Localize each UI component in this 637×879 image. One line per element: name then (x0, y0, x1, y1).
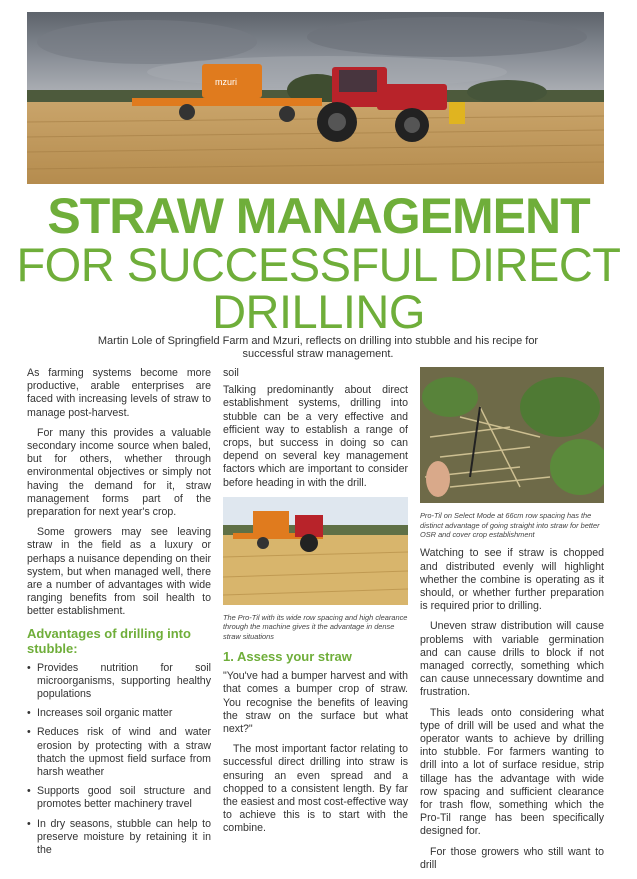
column-3 (420, 367, 604, 879)
paragraph: "You've had a bumper harvest and with that comes a bumper crop of straw. You recognise the benefits of leaving the straw on the surface but what next?" (223, 670, 408, 736)
straw-photo-illustration (420, 367, 604, 503)
drill-photo-illustration (223, 497, 408, 605)
section-heading: Advantages of drilling into stubble: (27, 625, 191, 656)
paragraph: This leads onto considering what type of drill will be used and what the operator wants to achieve by drilling into stubble. For farmers wanting to drill into a lot of surface residue, strip tillage has the advantage with wide row spacing and sufficient clearance for trash flow, something which the Pro-Til range has been specifically designed for. (420, 706, 604, 838)
hero-illustration (27, 12, 604, 184)
paragraph: For those growers who still want to drill (420, 845, 604, 871)
column-1 (27, 367, 211, 863)
paragraph: Watching to see if straw is chopped and distributed evenly will highlight whether the combine is operating as it should, or whether further preparation is required prior to drilling. (420, 547, 604, 613)
list-item: • Increases soil organic matter (27, 707, 211, 720)
paragraph: Some growers may see leaving straw in the field as a luxury or perhaps a nuisance depending on their system, but when managed well, there are a number of advantages with wide ranging benefits from soil health to better establishment. (27, 526, 211, 618)
brand-text: mzuri (215, 77, 237, 87)
list-item: • Supports good soil structure and promotes better machinery travel (27, 785, 211, 811)
list-item: • Provides nutrition for soil microorganisms, supporting healthy populations (27, 662, 211, 702)
advantages-list (27, 662, 211, 858)
paragraph: For many this provides a valuable secondary income source when baled, but for others, whether through environmental objectives or simply not having the demand for it, straw management forms part of the preparation for next year's crop. (27, 426, 211, 519)
headline-line-2: FOR SUCCESSFUL DIRECT (16, 238, 621, 291)
straw-photo (420, 367, 604, 507)
standfirst: Martin Lole of Springfield Farm and Mzuri, reflects on drilling into stubble and his recipe for successful straw management. (97, 335, 539, 360)
paragraph: Talking predominantly about direct establishment systems, drilling into stubble can be a very effective and efficient way to establish a range of crops, but success in doing so can depend on several key management factors which are important to consider before heading in with the drill. (223, 384, 408, 489)
paragraph: The most important factor relating to successful direct drilling into straw is ensuring an even spread and a chopped to a consistent length. By far the easiest and most cost-effective way to achieve this is to start with the combine. (223, 743, 408, 835)
section-heading: 1. Assess your straw (223, 649, 352, 665)
paragraph-continued: soil (223, 367, 239, 379)
paragraph: As farming systems become more productive, arable enterprises are faced with increasing levels of straw to manage post-harvest. (27, 367, 211, 419)
list-item: • Reduces risk of wind and water erosion by protecting with a straw thatch the upmost field surface from harsh weather (27, 726, 211, 779)
headline-line-3: DRILLING (212, 285, 425, 338)
paragraph: Uneven straw distribution will cause problems with variable germination and can cause drills to block if not managed correctly, something which can cause unnecessary downtime and frustration. (420, 620, 604, 699)
hero-photo (27, 12, 604, 184)
list-item: • In dry seasons, stubble can help to preserve moisture by retaining it in the (27, 818, 211, 858)
column-2 (223, 367, 408, 843)
drill-photo (223, 497, 408, 609)
headline-line-1: STRAW MANAGEMENT (47, 188, 590, 244)
photo-caption: Pro-Til on Select Mode at 66cm row spacing has the distinct advantage of going straight into straw for better OSR and cover crop establishment (420, 511, 600, 540)
photo-caption: The Pro-Til with its wide row spacing and high clearance through the machine gives it the advantage in dense straw situations (223, 613, 408, 641)
